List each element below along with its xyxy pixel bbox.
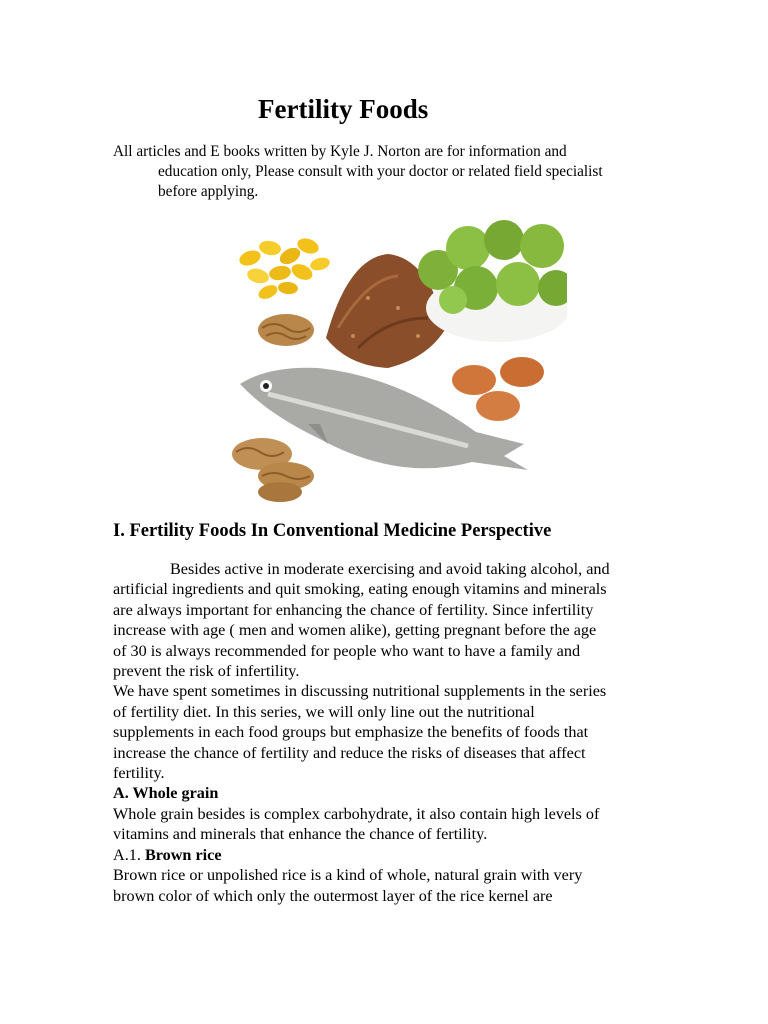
subheading-text: A. Whole grain bbox=[113, 784, 219, 803]
paragraph-line: We have spent sometimes in discussing nutritional supplements in the series bbox=[113, 682, 607, 701]
body-text bbox=[113, 559, 673, 906]
disclaimer-line: before applying. bbox=[158, 183, 259, 200]
disclaimer-paragraph bbox=[113, 142, 673, 202]
paragraph-line: brown color of which only the outermost layer of the rice kernel are bbox=[113, 886, 553, 905]
paragraph-line: increase the chance of fertility and reduce the risks of diseases that affect bbox=[113, 743, 586, 762]
paragraph-line: supplements in each food groups but emphasize the benefits of foods that bbox=[113, 723, 589, 742]
disclaimer-line: education only, Please consult with your doctor or related field specialist bbox=[158, 163, 603, 180]
page-title: Fertility Foods bbox=[258, 94, 429, 124]
subheading-whole-grain bbox=[113, 783, 673, 803]
paragraph-line: Whole grain besides is complex carbohydrate, it also contain high levels of bbox=[113, 804, 600, 823]
paragraph-line: are always important for enhancing the chance of fertility. Since infertility bbox=[113, 600, 594, 619]
paragraph-line: of 30 is always recommended for people who want to have a family and bbox=[113, 641, 581, 660]
paragraph-line: Besides active in moderate exercising and avoid taking alcohol, and bbox=[170, 560, 610, 578]
subheading-brown-rice bbox=[113, 845, 673, 865]
disclaimer-line: All articles and E books written by Kyle J. Norton are for information and bbox=[113, 143, 567, 160]
fertility-foods-image bbox=[228, 218, 567, 502]
fish-oil-capsules-icon bbox=[237, 236, 331, 302]
walnut-icon bbox=[258, 314, 314, 346]
paragraph-line: prevent the risk of infertility. bbox=[113, 662, 300, 681]
paragraph-line: fertility. bbox=[113, 764, 165, 783]
walnut-icon bbox=[232, 438, 314, 502]
paragraph-line: increase with age ( men and women alike), getting pregnant before the age bbox=[113, 621, 597, 640]
subheading-text: Brown rice bbox=[144, 845, 222, 864]
section-heading: I. Fertility Foods In Conventional Medicine Perspective bbox=[113, 521, 552, 541]
subheading-prefix: A.1. bbox=[113, 845, 145, 864]
paragraph-line: Brown rice or unpolished rice is a kind of whole, natural grain with very bbox=[113, 866, 583, 885]
egg-icon bbox=[452, 357, 544, 421]
paragraph-line: vitamins and minerals that enhance the chance of fertility. bbox=[113, 825, 488, 844]
paragraph-line: of fertility diet. In this series, we will only line out the nutritional bbox=[113, 702, 535, 721]
paragraph-line: artificial ingredients and quit smoking, eating enough vitamins and minerals bbox=[113, 580, 607, 599]
brussels-sprouts-icon bbox=[418, 220, 567, 342]
